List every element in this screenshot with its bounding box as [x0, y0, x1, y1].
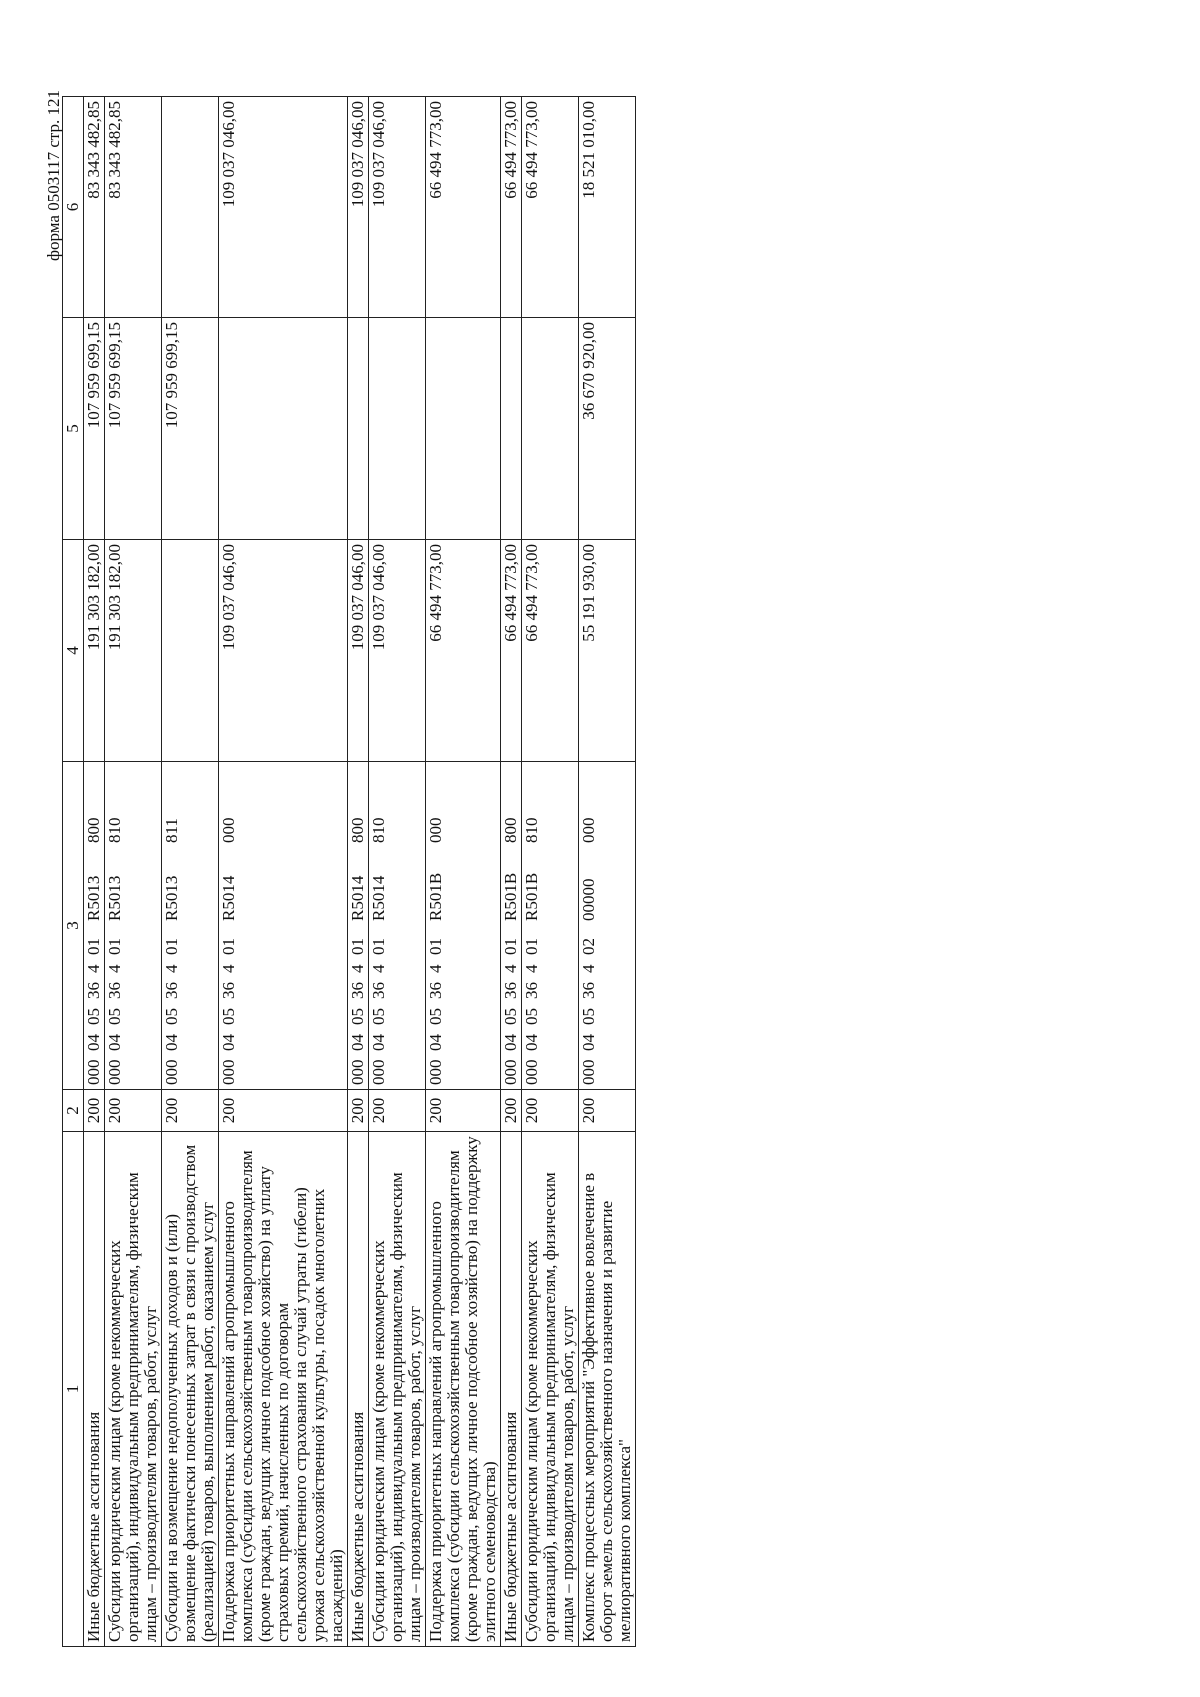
row-name: Субсидии юридическим лицам (кроме некоммерческих организаций), индивидуальным предпринимателям, физическим лицам – производителям товаров, работ, услуг: [522, 1132, 579, 1647]
code-segment: 01: [369, 938, 389, 955]
code-segment: 4: [219, 964, 239, 973]
code-segment: 36: [522, 982, 542, 999]
table-body: [84, 97, 636, 1647]
code-segment: 810: [522, 817, 542, 843]
row-budget-code: [522, 762, 579, 1090]
code-segment: 05: [105, 1008, 125, 1025]
row-line-code: 200: [426, 1090, 501, 1132]
code-segment: 4: [162, 964, 182, 973]
column-header-2: 2: [63, 1090, 84, 1132]
code-segment: R501B: [426, 872, 446, 921]
code-segment: 05: [369, 1008, 389, 1025]
code-segment: 05: [501, 1008, 521, 1025]
code-segment: 04: [522, 1034, 542, 1051]
code-segment: 04: [426, 1034, 446, 1051]
code-segment: R5014: [219, 875, 239, 921]
row-budget-code: [162, 762, 219, 1090]
row-name: Иные бюджетные ассигнования: [348, 1132, 369, 1647]
code-segment: R5014: [369, 875, 389, 921]
table-row: [579, 97, 636, 1647]
table-row: [105, 97, 162, 1647]
code-segment: 36: [369, 982, 389, 999]
row-line-code: 200: [369, 1090, 426, 1132]
code-segment: 000: [522, 1059, 542, 1085]
row-executed-amount: [348, 318, 369, 540]
column-header-5: 5: [63, 318, 84, 540]
row-line-code: 200: [501, 1090, 522, 1132]
code-segment: 04: [105, 1034, 125, 1051]
code-segment: 000: [426, 1059, 446, 1085]
row-name: Поддержка приоритетных направлений агропромышленного комплекса (субсидии сельскохозяйственным товаропроизводителям (кроме граждан, ведущих личное подсобное хозяйство) на поддержку элитного семеноводства): [426, 1132, 501, 1647]
code-segment: 36: [162, 982, 182, 999]
row-line-code: 200: [84, 1090, 105, 1132]
row-unexecuted-amount: 109 037 046,00: [369, 97, 426, 318]
row-line-code: 200: [219, 1090, 348, 1132]
row-line-code: 200: [348, 1090, 369, 1132]
table-row: [219, 97, 348, 1647]
row-line-code: 200: [579, 1090, 636, 1132]
code-segment: 01: [501, 938, 521, 955]
code-segment: 01: [84, 938, 104, 955]
table-row: [501, 97, 522, 1647]
row-budget-code: [369, 762, 426, 1090]
code-segment: 000: [426, 817, 446, 843]
code-segment: 000: [579, 817, 599, 843]
table-row: [522, 97, 579, 1647]
code-segment: 01: [426, 938, 446, 955]
code-segment: 01: [522, 938, 542, 955]
row-approved-amount: 66 494 773,00: [426, 540, 501, 762]
row-executed-amount: [522, 318, 579, 540]
row-unexecuted-amount: 109 037 046,00: [348, 97, 369, 318]
row-executed-amount: 107 959 699,15: [105, 318, 162, 540]
code-segment: 01: [162, 938, 182, 955]
row-approved-amount: 191 303 182,00: [84, 540, 105, 762]
code-segment: 36: [105, 982, 125, 999]
row-name: Комплекс процессных мероприятий "Эффективное вовлечение в оборот земель сельскохозяйственного назначения и развитие мелиоративного комплекса": [579, 1132, 636, 1647]
row-budget-code: [501, 762, 522, 1090]
code-segment: 01: [219, 938, 239, 955]
row-approved-amount: 55 191 930,00: [579, 540, 636, 762]
row-budget-code: [219, 762, 348, 1090]
column-number-row: [63, 97, 84, 1647]
row-executed-amount: [501, 318, 522, 540]
row-unexecuted-amount: 83 343 482,85: [84, 97, 105, 318]
table-row: [162, 97, 219, 1647]
row-unexecuted-amount: 66 494 773,00: [522, 97, 579, 318]
code-segment: 04: [348, 1034, 368, 1051]
code-segment: 01: [105, 938, 125, 955]
code-segment: 4: [426, 964, 446, 973]
row-name: Поддержка приоритетных направлений агропромышленного комплекса (субсидии сельскохозяйственным товаропроизводителям (кроме граждан, ведущих личное подсобное хозяйство) на уплату страховых премий, начисленных по договорам сельскохозяйственного страхования на случай утраты (гибели) урожая сельскохозяйственной культуры, посадок многолетних насаждений): [219, 1132, 348, 1647]
code-segment: 4: [105, 964, 125, 973]
code-segment: 4: [369, 964, 389, 973]
code-segment: R501B: [501, 872, 521, 921]
row-name: Иные бюджетные ассигнования: [84, 1132, 105, 1647]
code-segment: 04: [501, 1034, 521, 1051]
code-segment: 4: [579, 964, 599, 973]
code-segment: 02: [579, 938, 599, 955]
code-segment: 800: [348, 817, 368, 843]
code-segment: 05: [522, 1008, 542, 1025]
code-segment: 04: [219, 1034, 239, 1051]
row-unexecuted-amount: 18 521 010,00: [579, 97, 636, 318]
row-approved-amount: 66 494 773,00: [522, 540, 579, 762]
row-executed-amount: 107 959 699,15: [162, 318, 219, 540]
code-segment: 4: [84, 964, 104, 973]
row-budget-code: [105, 762, 162, 1090]
column-header-3: 3: [63, 762, 84, 1090]
row-unexecuted-amount: 109 037 046,00: [219, 97, 348, 318]
row-name: Субсидии юридическим лицам (кроме некоммерческих организаций), индивидуальным предпринимателям, физическим лицам – производителям товаров, работ, услуг: [105, 1132, 162, 1647]
code-segment: 000: [84, 1059, 104, 1085]
code-segment: 05: [348, 1008, 368, 1025]
table-row: [84, 97, 105, 1647]
code-segment: 000: [579, 1059, 599, 1085]
row-unexecuted-amount: [162, 97, 219, 318]
code-segment: 36: [219, 982, 239, 999]
code-segment: 000: [105, 1059, 125, 1085]
row-name: Субсидии на возмещение недополученных доходов и (или) возмещение фактически понесенных затрат в связи с производством (реализацией) товаров, выполнением работ, оказанием услуг: [162, 1132, 219, 1647]
code-segment: R5013: [105, 875, 125, 921]
code-segment: 800: [501, 817, 521, 843]
row-approved-amount: 109 037 046,00: [369, 540, 426, 762]
row-executed-amount: [369, 318, 426, 540]
budget-execution-table: [62, 96, 636, 1647]
column-header-1: 1: [63, 1132, 84, 1647]
code-segment: 4: [522, 964, 542, 973]
row-budget-code: [348, 762, 369, 1090]
row-approved-amount: 191 303 182,00: [105, 540, 162, 762]
code-segment: 000: [162, 1059, 182, 1085]
row-unexecuted-amount: 83 343 482,85: [105, 97, 162, 318]
row-line-code: 200: [162, 1090, 219, 1132]
code-segment: 36: [348, 982, 368, 999]
row-name: Субсидии юридическим лицам (кроме некоммерческих организаций), индивидуальным предпринимателям, физическим лицам – производителям товаров, работ, услуг: [369, 1132, 426, 1647]
row-executed-amount: [219, 318, 348, 540]
code-segment: 04: [579, 1034, 599, 1051]
row-budget-code: [84, 762, 105, 1090]
code-segment: 000: [219, 817, 239, 843]
code-segment: 05: [162, 1008, 182, 1025]
code-segment: 04: [84, 1034, 104, 1051]
row-approved-amount: 66 494 773,00: [501, 540, 522, 762]
code-segment: 000: [501, 1059, 521, 1085]
row-executed-amount: [426, 318, 501, 540]
row-unexecuted-amount: 66 494 773,00: [426, 97, 501, 318]
form-reference: форма 0503117 стр. 121: [44, 90, 63, 261]
code-segment: 000: [219, 1059, 239, 1085]
code-segment: 04: [369, 1034, 389, 1051]
code-segment: 05: [579, 1008, 599, 1025]
column-header-4: 4: [63, 540, 84, 762]
row-line-code: 200: [105, 1090, 162, 1132]
code-segment: 01: [348, 938, 368, 955]
code-segment: 4: [501, 964, 521, 973]
row-name: Иные бюджетные ассигнования: [501, 1132, 522, 1647]
code-segment: 05: [219, 1008, 239, 1025]
row-executed-amount: 36 670 920,00: [579, 318, 636, 540]
code-segment: 04: [162, 1034, 182, 1051]
row-executed-amount: 107 959 699,15: [84, 318, 105, 540]
row-approved-amount: 109 037 046,00: [219, 540, 348, 762]
code-segment: 810: [105, 817, 125, 843]
code-segment: 05: [84, 1008, 104, 1025]
code-segment: 36: [501, 982, 521, 999]
code-segment: R5013: [84, 875, 104, 921]
code-segment: 36: [84, 982, 104, 999]
code-segment: 000: [348, 1059, 368, 1085]
code-segment: 00000: [579, 878, 599, 921]
row-approved-amount: [162, 540, 219, 762]
code-segment: 000: [369, 1059, 389, 1085]
code-segment: 811: [162, 818, 182, 843]
row-line-code: 200: [522, 1090, 579, 1132]
code-segment: 05: [426, 1008, 446, 1025]
table-row: [348, 97, 369, 1647]
table-row: [369, 97, 426, 1647]
row-budget-code: [426, 762, 501, 1090]
row-unexecuted-amount: 66 494 773,00: [501, 97, 522, 318]
row-budget-code: [579, 762, 636, 1090]
code-segment: R501B: [522, 872, 542, 921]
code-segment: R5013: [162, 875, 182, 921]
code-segment: 36: [426, 982, 446, 999]
column-header-6: 6: [63, 97, 84, 318]
code-segment: 810: [369, 817, 389, 843]
code-segment: R5014: [348, 875, 368, 921]
code-segment: 4: [348, 964, 368, 973]
row-approved-amount: 109 037 046,00: [348, 540, 369, 762]
code-segment: 800: [84, 817, 104, 843]
code-segment: 36: [579, 982, 599, 999]
table-row: [426, 97, 501, 1647]
